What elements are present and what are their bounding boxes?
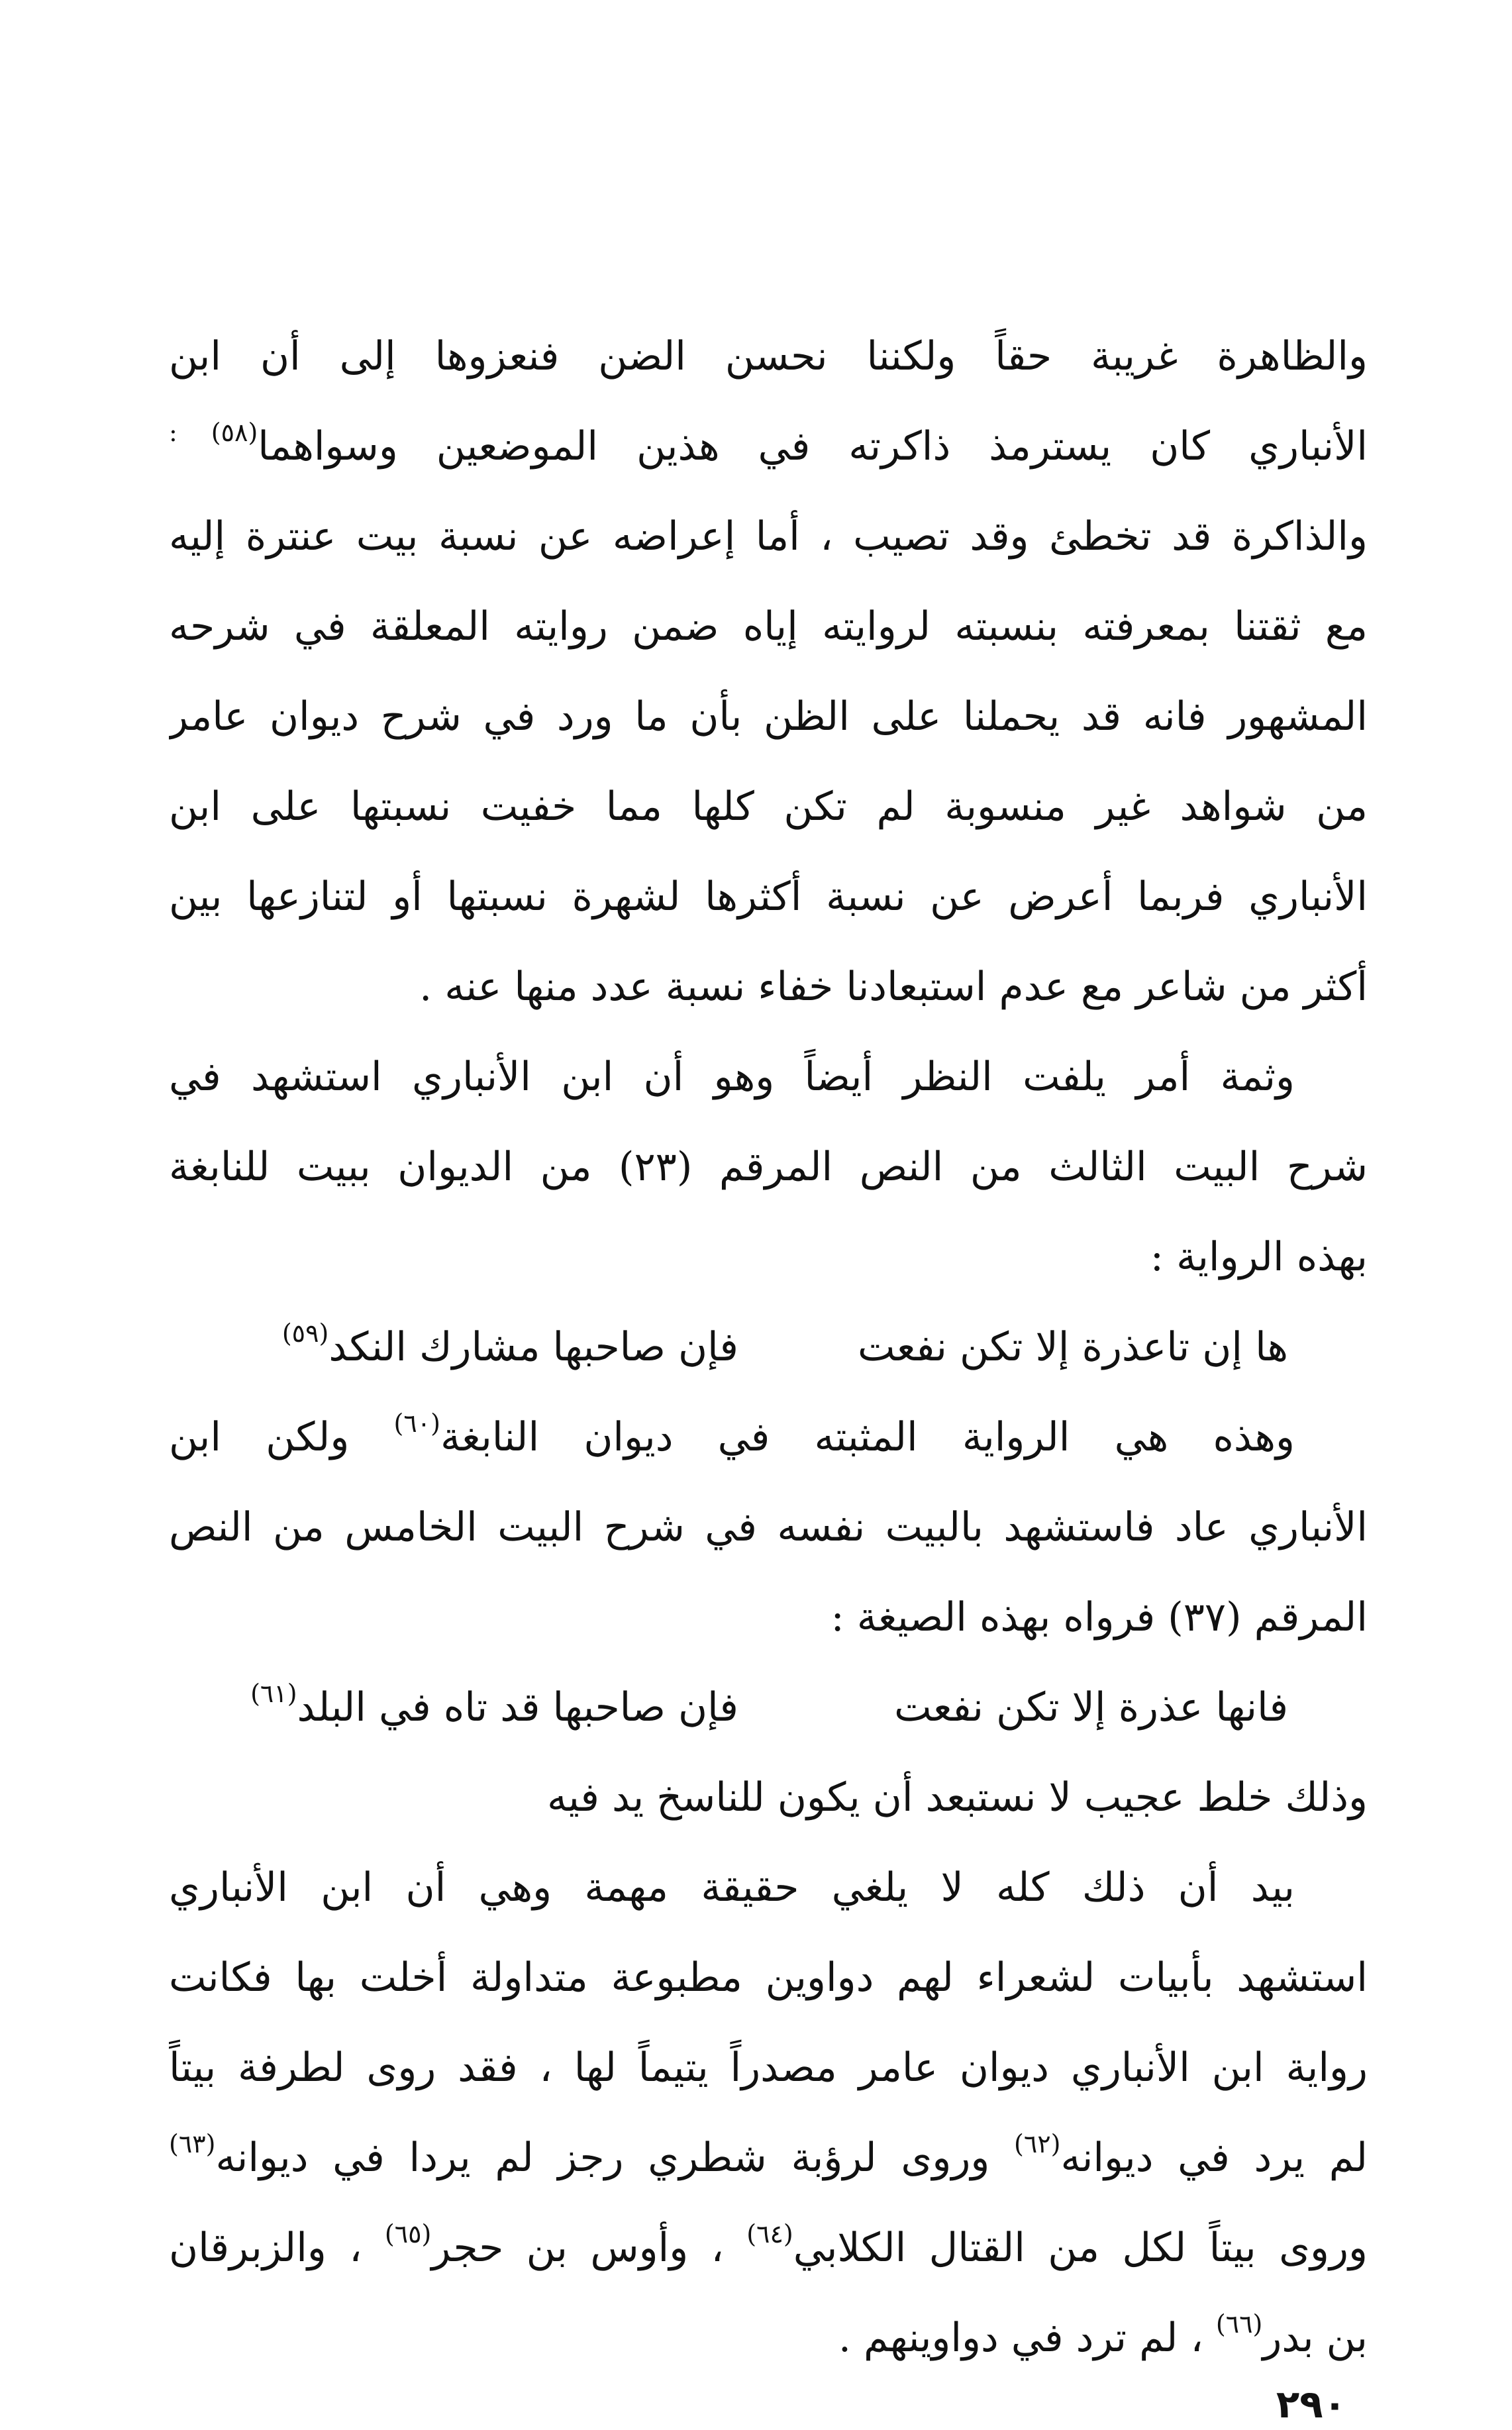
verse-second-hemistich: فإن صاحبها قد تاه في البلد$^{(٦١)}$ xyxy=(250,1679,738,1731)
verse-first-hemistich: فانها عذرة إلا تكن نفعت xyxy=(894,1684,1288,1731)
footnote-ref: (٥٨) : xyxy=(169,418,258,447)
footnote-ref: (٦٦) xyxy=(1215,2309,1263,2339)
text-line: بن بدر$^{(٦٦)}$ ، لم ترد في دواوينهم . xyxy=(838,2309,1368,2361)
footnote-ref: (٦٤) xyxy=(746,2219,793,2249)
verse-first-hemistich: ها إن تاعذرة إلا تكن نفعت xyxy=(857,1324,1288,1370)
body-text xyxy=(169,311,1368,2383)
text-line: لم يرد في ديوانه$^{(٦٢)}$ وروى لرؤبة شطري رجز لم يردا في ديوانه$^{(٦٣)}$ xyxy=(169,2129,1368,2181)
footnote-ref: (٦٥) xyxy=(384,2219,432,2249)
text-line: رواية ابن الأنباري ديوان عامر مصدراً يتيماً لها ، فقد روى لطرفة بيتاً xyxy=(169,2045,1368,2091)
text-line: بهذه الرواية : xyxy=(1150,1234,1368,1280)
footnote-ref: (٦٣) xyxy=(169,2129,216,2158)
text-line: الأنباري عاد فاستشهد بالبيت نفسه في شرح البيت الخامس من النص xyxy=(169,1504,1368,1550)
text-line: المرقم (٣٧) فرواه بهذه الصيغة : xyxy=(831,1594,1368,1641)
text-line: المشهور فانه قد يحملنا على الظن بأن ما ورد في شرح ديوان عامر xyxy=(169,693,1368,740)
text-line: وهذه هي الرواية المثبته في ديوان النابغة$^{(٦٠)}$ ولكن ابن xyxy=(169,1409,1295,1460)
text-line: الأنباري كان يسترمذ ذاكرته في هذين الموضعين وسواهما$^{(٥٨) :}$ xyxy=(169,418,1368,470)
text-line: الأنباري فربما أعرض عن نسبة أكثرها لشهرة نسبتها أو لتنازعها بين xyxy=(169,874,1368,920)
text-line: استشهد بأبيات لشعراء لهم دواوين مطبوعة متداولة أخلت بها فكانت xyxy=(169,1954,1368,2001)
footnote-ref: (٥٩) xyxy=(281,1319,329,1348)
text-line: بيد أن ذلك كله لا يلغي حقيقة مهمة وهي أن ابن الأنباري xyxy=(169,1864,1295,1911)
footnote-ref: (٦١) xyxy=(250,1679,297,1708)
text-line: والذاكرة قد تخطئ وقد تصيب ، أما إعراضه عن نسبة بيت عنترة إليه xyxy=(169,513,1368,560)
text-line: والظاهرة غريبة حقاً ولكننا نحسن الضن فنعزوها إلى أن ابن xyxy=(169,333,1368,380)
footnote-ref: (٦٠) xyxy=(393,1409,440,1438)
text-line: أكثر من شاعر مع عدم استبعادنا خفاء نسبة عدد منها عنه . xyxy=(419,964,1368,1010)
text-line: مع ثقتنا بمعرفته بنسبته لروايته إياه ضمن روايته المعلقة في شرحه xyxy=(169,603,1368,650)
verse-line xyxy=(169,1662,1368,1752)
verse-second-hemistich: فإن صاحبها مشارك النكد$^{(٥٩)}$ xyxy=(281,1319,738,1370)
text-line: وذلك خلط عجيب لا نستبعد أن يكون للناسخ يد فيه xyxy=(546,1774,1368,1821)
page-number: ٢٩٠ xyxy=(1276,2382,1347,2427)
text-line: من شواهد غير منسوبة لم تكن كلها مما خفيت نسبتها على ابن xyxy=(169,784,1368,830)
footnote-ref: (٦٢) xyxy=(1014,2129,1061,2158)
text-line: وثمة أمر يلفت النظر أيضاً وهو أن ابن الأنباري استشهد في xyxy=(169,1054,1295,1100)
verse-line xyxy=(169,1302,1368,1392)
text-line: وروى بيتاً لكل من القتال الكلابي$^{(٦٤)}$ ، وأوس بن حجر$^{(٦٥)}$ ، والزبرقان xyxy=(169,2219,1368,2271)
text-line: شرح البيت الثالث من النص المرقم (٢٣) من الديوان ببيت للنابغة xyxy=(169,1144,1368,1190)
